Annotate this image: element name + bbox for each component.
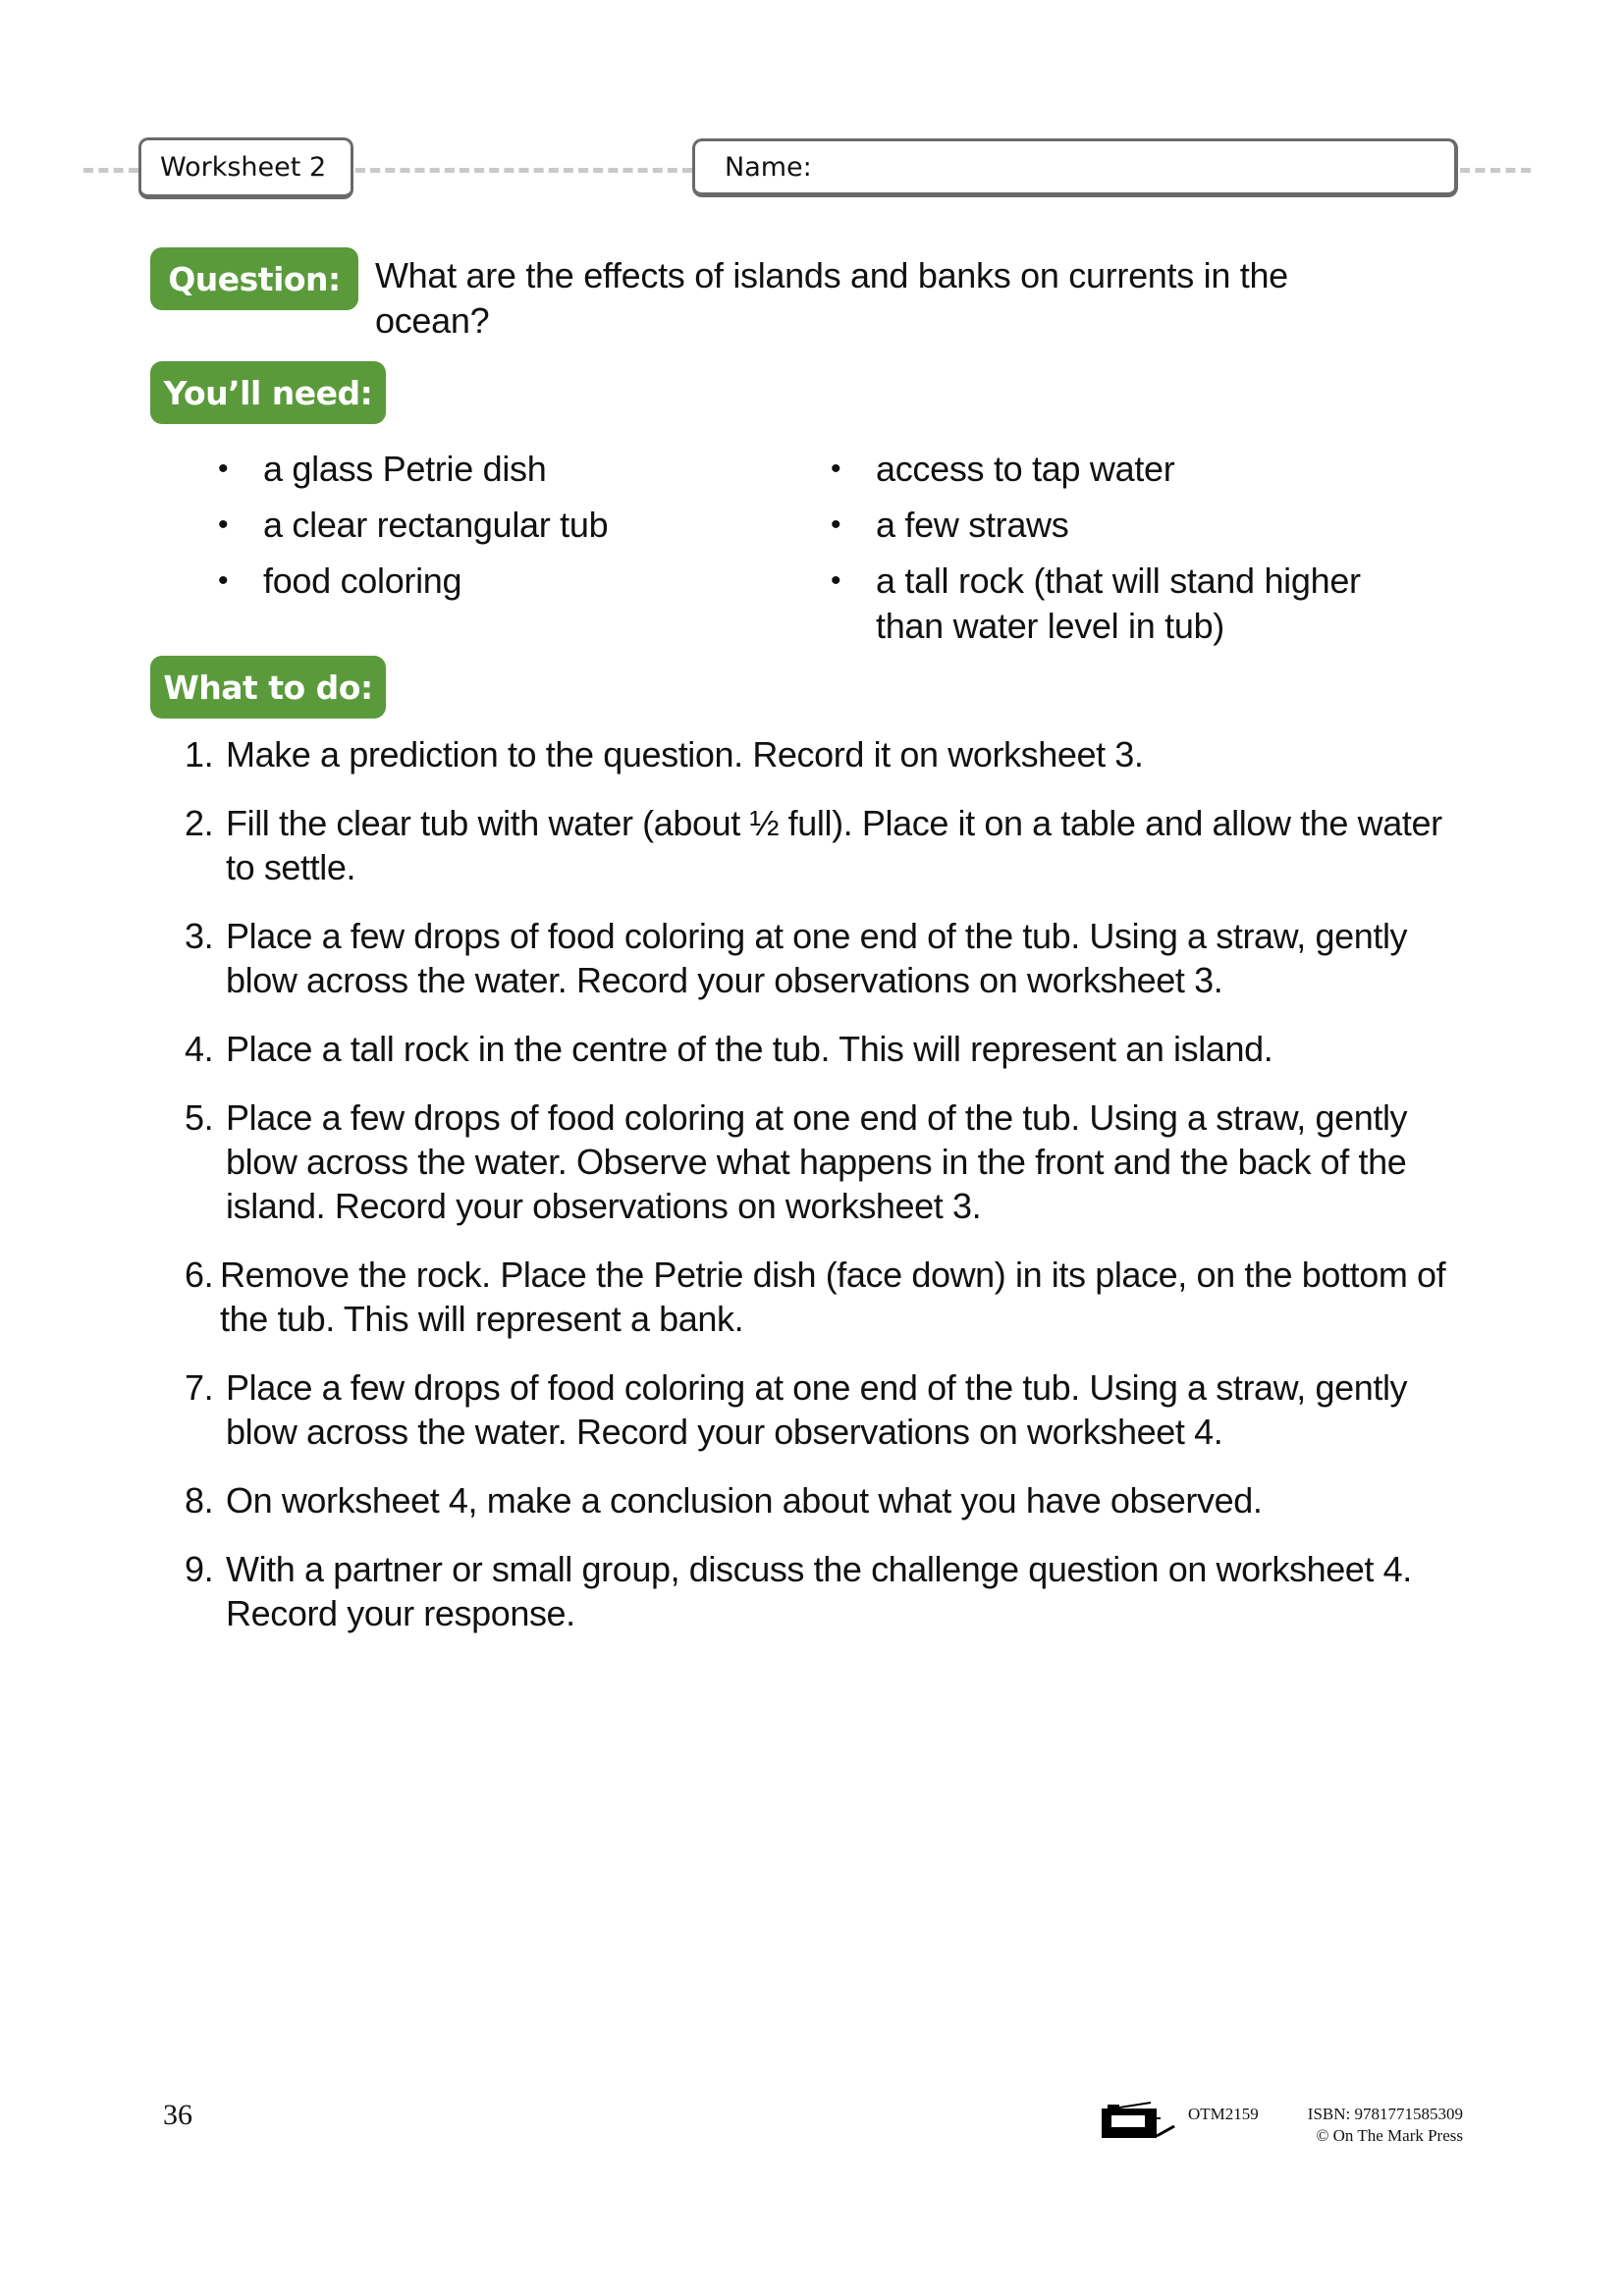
header-dashed-rule-middle [355,168,692,173]
step-number: 8. [185,1480,214,1521]
page-number: 36 [163,2099,192,2131]
header-dashed-rule-left [83,168,138,173]
name-field[interactable] [692,138,1458,197]
question-text: What are the effects of islands and banks on currents in the ocean? [375,255,1288,341]
step-item [185,1478,1471,1522]
bullet-icon: • [831,508,841,541]
product-code: OTM2159 [1188,2105,1259,2123]
step-number: 7. [185,1367,214,1408]
material-text: a few straws [876,505,1069,545]
materials-list-right [827,447,1435,660]
header-dashed-rule-right [1460,168,1531,173]
material-text: food coloring [263,561,462,601]
materials-list-left [214,447,784,614]
photocopier-icon [1100,2099,1178,2142]
step-number: 6. [185,1255,214,1295]
step-item [185,801,1471,889]
step-item [185,1027,1471,1071]
step-text: Make a prediction to the question. Record it on worksheet 3. [226,734,1144,774]
bullet-icon: • [831,564,841,597]
worksheet-label: Worksheet 2 [160,152,327,183]
material-item [214,503,784,548]
step-item [185,1253,1471,1341]
question-heading [150,247,358,310]
step-text: On worksheet 4, make a conclusion about what you have observed. [226,1480,1263,1521]
material-item [827,503,1435,548]
step-text: Place a few drops of food coloring at one end of the tub. Using a straw, gently blow across the water. Record your observations on worksheet 4. [226,1367,1408,1452]
material-item [827,447,1435,492]
material-text: a glass Petrie dish [263,449,547,489]
step-number: 3. [185,916,214,956]
step-text: Place a few drops of food coloring at one end of the tub. Using a straw, gently blow across the water. Observe what happens in the front and the back of the island. Record your observations on worksheet 3. [226,1097,1408,1226]
procedure-steps [185,732,1471,1660]
question-heading-text: Question: [168,259,341,298]
step-item [185,732,1471,776]
bullet-icon: • [831,453,841,485]
material-text: a tall rock (that will stand higher than water level in tub) [876,561,1361,646]
step-text: Place a tall rock in the centre of the tub. This will represent an island. [226,1029,1273,1069]
materials-heading-text: You’ll need: [163,373,373,412]
material-text: a clear rectangular tub [263,505,609,545]
step-item [185,1365,1471,1454]
materials-heading [150,361,386,424]
step-number: 5. [185,1097,214,1138]
step-text: Remove the rock. Place the Petrie dish (face down) in its place, on the bottom of the tub. This will represent a bank. [220,1255,1446,1339]
step-number: 1. [185,734,214,774]
footer-publication-info [1188,2104,1463,2147]
step-number: 9. [185,1549,214,1589]
step-text: Fill the clear tub with water (about ½ full). Place it on a table and allow the water to settle. [226,803,1442,887]
step-number: 4. [185,1029,214,1069]
step-text: Place a few drops of food coloring at one end of the tub. Using a straw, gently blow across the water. Record your observations on worksheet 3. [226,916,1408,1000]
material-text: access to tap water [876,449,1175,489]
step-item [185,1547,1471,1635]
worksheet-number-box [138,137,353,199]
step-text: With a partner or small group, discuss the challenge question on worksheet 4. Record your response. [226,1549,1412,1633]
material-item [214,447,784,492]
material-item [214,559,784,604]
procedure-heading [150,656,386,719]
bullet-icon: • [218,508,229,541]
copyright: © On The Mark Press [1316,2126,1463,2145]
isbn: ISBN: 9781771585309 [1307,2105,1463,2123]
procedure-heading-text: What to do: [163,667,373,707]
step-item [185,914,1471,1002]
bullet-icon: • [218,453,229,485]
material-item [827,559,1435,649]
name-label: Name: [725,151,812,183]
step-number: 2. [185,803,214,843]
step-item [185,1095,1471,1228]
bullet-icon: • [218,564,229,597]
